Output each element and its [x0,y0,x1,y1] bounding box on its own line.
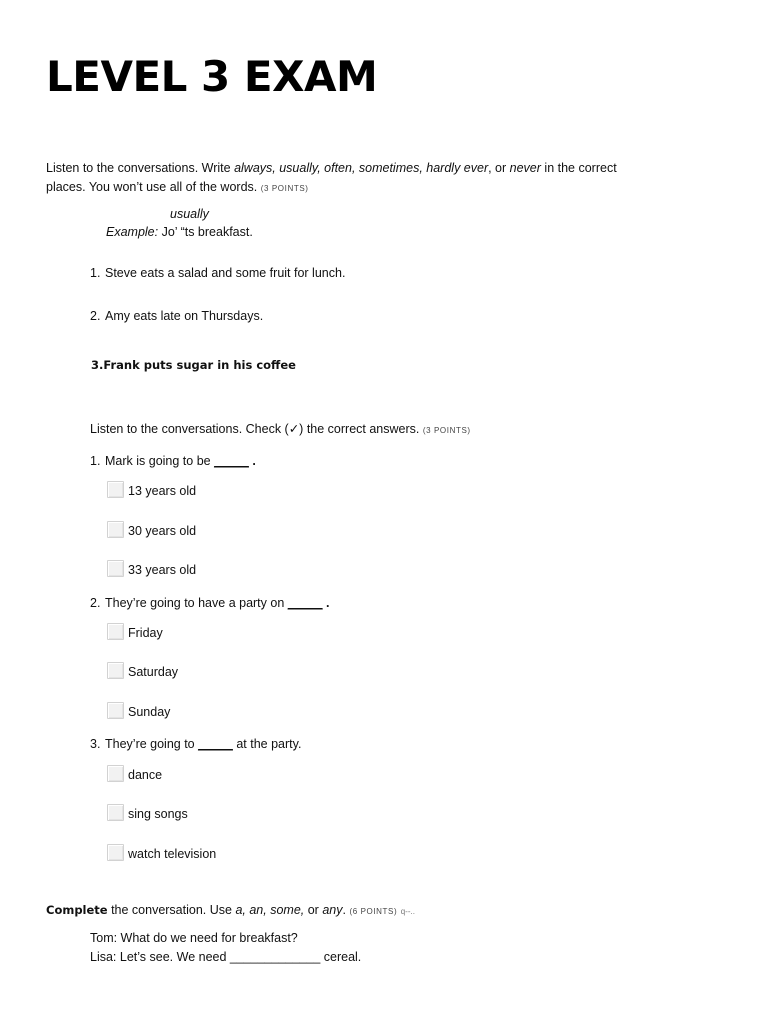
option-label: dance [128,768,163,782]
instr-word-any: any [322,903,343,917]
section1-instruction-line1 [46,159,617,178]
instr-word-never: never [509,161,541,175]
item-text: Steve eats a salad and some fruit for lunch. [105,266,346,280]
example-sentence: Jo’ “ts breakfast. [158,225,253,239]
option-checkbox[interactable] [107,623,124,640]
section1-item-1 [90,264,345,283]
answer-blank: _____ [198,737,233,751]
option-label: Saturday [128,665,179,679]
option-checkbox[interactable] [107,560,124,577]
option-checkbox[interactable] [107,765,124,782]
question-text: They’re going to [105,737,199,751]
question-text: They’re going to have a party on [105,596,288,610]
instr-words: a, an, some, [235,903,305,917]
question-3 [90,735,301,754]
example-insert-word: usually [170,207,209,221]
example-label: Example: [106,225,159,239]
option-checkbox[interactable] [107,844,124,861]
option-checkbox[interactable] [107,804,124,821]
question-number: 1. [90,454,101,468]
page-title: LEVEL 3 EXAM [46,52,378,101]
question-2 [90,594,329,613]
instr-text: Listen to the conversations. Check (✓) the correct answers. [90,422,420,436]
question-text-end: . [248,454,256,468]
instr-text: places. You won’t use all of the words. [46,180,258,194]
instr-text: Listen to the conversations. Write [46,161,235,175]
item-number: 2. [90,309,101,323]
option-checkbox[interactable] [107,481,124,498]
question-1 [90,452,256,471]
option-label: 33 years old [128,563,197,577]
option-checkbox[interactable] [107,662,124,679]
option-label: Sunday [128,705,171,719]
option-checkbox[interactable] [107,521,124,538]
answer-blank: _____ [287,596,323,610]
points-label: (3 POINTS) [260,184,309,193]
instr-text: the conversation. Use [107,903,236,917]
stray-marks: q--.. [400,907,415,916]
option-label: watch television [128,847,217,861]
points-label: (6 POINTS) [349,907,398,916]
option-label: sing songs [128,807,188,821]
option-checkbox[interactable] [107,702,124,719]
instr-text: or [304,903,323,917]
option-label: Friday [128,626,163,640]
question-text: Mark is going to be [105,454,215,468]
instr-text: in the correct [540,161,617,175]
instr-text: , or [488,161,510,175]
option-label: 13 years old [128,484,197,498]
dialogue-line-2: Lisa: Let’s see. We need _____________ cereal. [90,950,362,964]
instr-words: always, usually, often, sometimes, hardly ever [234,161,489,175]
item-text: Amy eats late on Thursdays. [105,309,264,323]
section1-item-2 [90,307,263,326]
section1-instruction-line2 [46,178,309,198]
section2-instruction [90,420,471,440]
item-number: 1. [90,266,101,280]
question-number: 3. [90,737,101,751]
example-line [106,223,253,242]
instr-text: . [342,903,346,917]
points-label: (3 POINTS) [422,426,471,435]
section3-instruction [46,903,415,917]
question-text-end: . [322,596,330,610]
option-label: 30 years old [128,524,197,538]
instr-bold: Complete [46,903,108,917]
section1-item-3: 3.Frank puts sugar in his coffee [91,358,296,372]
answer-blank: _____ [214,454,249,468]
question-text-end: at the party. [232,737,302,751]
question-number: 2. [90,596,101,610]
dialogue-line-1: Tom: What do we need for breakfast? [90,931,298,945]
